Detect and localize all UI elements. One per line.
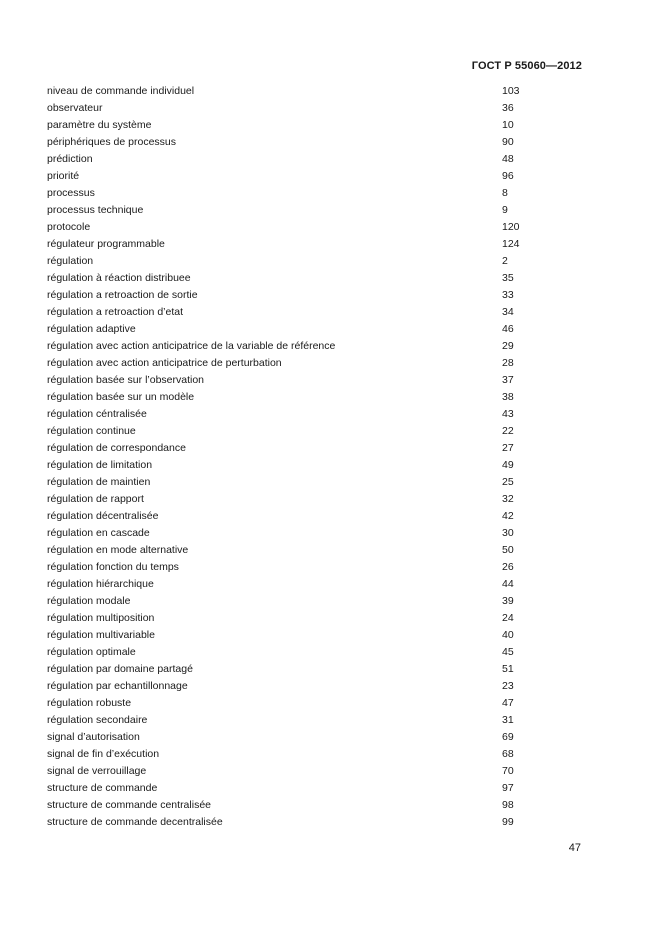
index-page-ref: 25 — [502, 476, 514, 488]
index-entry — [47, 389, 547, 406]
index-term: régulation de rapport — [47, 493, 144, 505]
index-page-ref: 50 — [502, 544, 514, 556]
index-page-ref: 33 — [502, 289, 514, 301]
index-page-ref: 68 — [502, 748, 514, 760]
index-term: régulation avec action anticipatrice de la variable de référence — [47, 340, 336, 352]
index-entry — [47, 287, 547, 304]
index-entry — [47, 83, 547, 100]
index-entry — [47, 763, 547, 780]
index-page-ref: 32 — [502, 493, 514, 505]
index-term: régulation modale — [47, 595, 131, 607]
index-entry — [47, 576, 547, 593]
index-entry — [47, 134, 547, 151]
index-entry — [47, 610, 547, 627]
index-term: régulateur programmable — [47, 238, 165, 250]
index-term: régulation avec action anticipatrice de perturbation — [47, 357, 282, 369]
index-page-ref: 28 — [502, 357, 514, 369]
index-page-ref: 40 — [502, 629, 514, 641]
index-entry — [47, 508, 547, 525]
index-entry — [47, 814, 547, 831]
index-entry — [47, 491, 547, 508]
index-term: régulation multivariable — [47, 629, 155, 641]
index-term: régulation basée sur un modèle — [47, 391, 195, 403]
index-entry — [47, 423, 547, 440]
index-term: signal de verrouillage — [47, 765, 147, 777]
index-term: paramètre du système — [47, 119, 152, 131]
index-term: régulation robuste — [47, 697, 132, 709]
index-page-ref: 30 — [502, 527, 514, 539]
index-entry — [47, 304, 547, 321]
index-term: signal d’autorisation — [47, 731, 140, 743]
index-term: régulation en cascade — [47, 527, 150, 539]
index-page-ref: 70 — [502, 765, 514, 777]
index-page-ref: 124 — [502, 238, 520, 250]
index-page-ref: 38 — [502, 391, 514, 403]
index-entry — [47, 406, 547, 423]
index-term: prédiction — [47, 153, 93, 165]
index-term: régulation secondaire — [47, 714, 148, 726]
index-entry — [47, 185, 547, 202]
index-entry — [47, 559, 547, 576]
index-term: processus technique — [47, 204, 144, 216]
index-term: régulation multiposition — [47, 612, 155, 624]
index-term: régulation — [47, 255, 94, 267]
index-entry — [47, 168, 547, 185]
index-entry — [47, 661, 547, 678]
index-entry — [47, 678, 547, 695]
index-page-ref: 9 — [502, 204, 508, 216]
index-entry — [47, 593, 547, 610]
index-page-ref: 39 — [502, 595, 514, 607]
index-page-ref: 34 — [502, 306, 514, 318]
index-page-ref: 37 — [502, 374, 514, 386]
index-page-ref: 36 — [502, 102, 514, 114]
index-page-ref: 90 — [502, 136, 514, 148]
index-page-ref: 23 — [502, 680, 514, 692]
index-term: régulation fonction du temps — [47, 561, 179, 573]
index-entry — [47, 457, 547, 474]
index-page-ref: 46 — [502, 323, 514, 335]
index-entry — [47, 117, 547, 134]
index-page-ref: 97 — [502, 782, 514, 794]
standard-code-header: ГОСТ Р 55060—2012 — [471, 60, 582, 72]
index-entry — [47, 253, 547, 270]
index-term: régulation à réaction distribuee — [47, 272, 191, 284]
index-term: régulation de limitation — [47, 459, 153, 471]
index-entry — [47, 355, 547, 372]
index-term: niveau de commande individuel — [47, 85, 195, 97]
index-page-ref: 27 — [502, 442, 514, 454]
index-term: régulation basée sur l’observation — [47, 374, 205, 386]
index-term: structure de commande decentralisée — [47, 816, 223, 828]
index-page-ref: 44 — [502, 578, 514, 590]
index-term: régulation de correspondance — [47, 442, 186, 454]
index-term: observateur — [47, 102, 103, 114]
index-page-ref: 99 — [502, 816, 514, 828]
index-page-ref: 51 — [502, 663, 514, 675]
index-term: régulation en mode alternative — [47, 544, 189, 556]
index-entry — [47, 202, 547, 219]
index-page-ref: 8 — [502, 187, 508, 199]
index-page-ref: 45 — [502, 646, 514, 658]
index-entry — [47, 542, 547, 559]
index-page-ref: 10 — [502, 119, 514, 131]
index-list — [47, 83, 547, 831]
index-page-ref: 22 — [502, 425, 514, 437]
index-page-ref: 29 — [502, 340, 514, 352]
index-page-ref: 47 — [502, 697, 514, 709]
index-entry — [47, 797, 547, 814]
index-term: régulation hiérarchique — [47, 578, 154, 590]
index-term: protocole — [47, 221, 91, 233]
index-entry — [47, 712, 547, 729]
index-page-ref: 35 — [502, 272, 514, 284]
index-term: régulation par domaine partagé — [47, 663, 193, 675]
index-page-ref: 26 — [502, 561, 514, 573]
index-entry — [47, 338, 547, 355]
index-entry — [47, 440, 547, 457]
index-page-ref: 24 — [502, 612, 514, 624]
index-entry — [47, 780, 547, 797]
index-page-ref: 98 — [502, 799, 514, 811]
index-page-ref: 49 — [502, 459, 514, 471]
index-page-ref: 96 — [502, 170, 514, 182]
index-page-ref: 120 — [502, 221, 520, 233]
index-page-ref: 103 — [502, 85, 520, 97]
index-page-ref: 2 — [502, 255, 508, 267]
index-page-ref: 31 — [502, 714, 514, 726]
index-term: régulation de maintien — [47, 476, 151, 488]
index-term: structure de commande — [47, 782, 158, 794]
index-term: structure de commande centralisée — [47, 799, 211, 811]
index-entry — [47, 729, 547, 746]
index-entry — [47, 746, 547, 763]
index-page-ref: 42 — [502, 510, 514, 522]
index-page-ref: 48 — [502, 153, 514, 165]
index-term: priorité — [47, 170, 80, 182]
index-term: régulation par echantillonnage — [47, 680, 188, 692]
index-page-ref: 69 — [502, 731, 514, 743]
index-entry — [47, 525, 547, 542]
page-number: 47 — [568, 842, 581, 854]
index-term: régulation continue — [47, 425, 136, 437]
index-entry — [47, 627, 547, 644]
index-term: régulation céntralisée — [47, 408, 147, 420]
index-term: régulation décentralisée — [47, 510, 159, 522]
index-entry — [47, 474, 547, 491]
index-page-ref: 43 — [502, 408, 514, 420]
index-entry — [47, 151, 547, 168]
index-term: régulation a retroaction de sortie — [47, 289, 198, 301]
index-entry — [47, 321, 547, 338]
index-entry — [47, 644, 547, 661]
index-term: processus — [47, 187, 95, 199]
index-entry — [47, 236, 547, 253]
index-entry — [47, 270, 547, 287]
index-entry — [47, 372, 547, 389]
index-term: régulation a retroaction d’etat — [47, 306, 184, 318]
index-term: périphériques de processus — [47, 136, 176, 148]
index-term: signal de fin d’exécution — [47, 748, 160, 760]
index-entry — [47, 219, 547, 236]
index-entry — [47, 100, 547, 117]
index-term: régulation optimale — [47, 646, 136, 658]
index-entry — [47, 695, 547, 712]
index-term: régulation adaptive — [47, 323, 136, 335]
